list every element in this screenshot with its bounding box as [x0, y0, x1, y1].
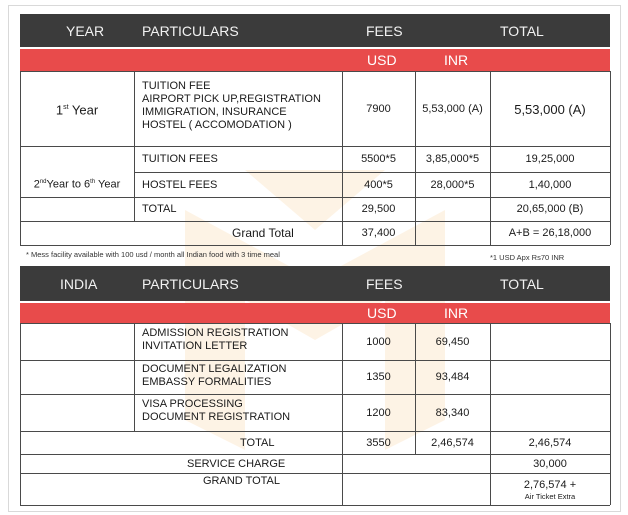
legalization-inr: 93,484 [435, 371, 470, 383]
header-particulars: PARTICULARS [142, 22, 239, 39]
india-grand-total-value: 2,76,574 + Air Ticket Extra [523, 479, 577, 501]
currency-usd: USD [367, 52, 397, 68]
india-row-visa: VISA PROCESSING DOCUMENT REGISTRATION [142, 398, 291, 423]
row1-inr: 5,53,000 (A) [422, 102, 483, 115]
india-total-total: 2,46,574 [528, 436, 572, 449]
air-ticket-note: Air Ticket Extra [524, 492, 576, 501]
tuition-fees-inr: 3,85,000*5 [425, 153, 480, 165]
group2-total-total: 20,65,000 (B) [516, 203, 584, 215]
india-grand-total-label: GRAND TOTAL [203, 474, 281, 487]
table2-currency-bar [20, 303, 610, 323]
service-charge-label: SERVICE CHARGE [187, 457, 286, 470]
grand-total-label: Grand Total [232, 226, 294, 240]
header-total: TOTAL [500, 22, 544, 39]
india-total-usd: 3550 [366, 436, 391, 449]
group2-total-inr [415, 198, 490, 221]
table2-header [20, 266, 610, 301]
india-total-inr: 2,46,574 [431, 436, 474, 449]
hostel-fees-usd: 400*5 [364, 178, 393, 191]
mess-note: * Mess facility available with 100 usd / month all Indian food with 3 time meal [26, 250, 280, 259]
hostel-fees-label: HOSTEL FEES [142, 178, 218, 191]
group2-total-label: TOTAL [142, 203, 177, 215]
header2-total: TOTAL [500, 275, 544, 292]
tuition-fees-total: 19,25,000 [525, 153, 575, 165]
currency2-usd: USD [367, 305, 397, 321]
hostel-fees-total: 1,40,000 [528, 178, 572, 191]
table1-header [20, 14, 610, 47]
tuition-fees-label: TUITION FEES [142, 153, 218, 165]
visa-usd: 1200 [366, 406, 391, 419]
india-total-label: TOTAL [240, 436, 275, 449]
row1-total: 5,53,000 (A) [514, 101, 586, 117]
visa-inr: 83,340 [435, 406, 470, 419]
currency2-inr: INR [444, 305, 469, 321]
legalization-usd: 1350 [366, 371, 391, 383]
admission-usd: 1000 [366, 335, 391, 348]
header-india: INDIA [60, 275, 98, 292]
group2-total-usd: 29,500 [361, 203, 396, 215]
hostel-fees-inr: 28,000*5 [430, 178, 475, 191]
header-fees: FEES [366, 22, 403, 39]
india-row-admission: ADMISSION REGISTRATION INVITATION LETTER [142, 327, 289, 352]
header-year: YEAR [66, 22, 105, 39]
row1-year: 1st Year [55, 102, 99, 118]
group2-year: 2ndYear to 6th Year [33, 178, 121, 191]
tuition-fees-usd: 5500*5 [361, 153, 396, 165]
row1-usd: 7900 [366, 102, 391, 115]
india-row-legalization: DOCUMENT LEGALIZATION EMBASSY FORMALITIES [142, 363, 287, 388]
row1-particulars: TUITION FEE AIRPORT PICK UP,REGISTRATION IMMIGRATION, INSURANCE HOSTEL ( ACCOMODATION ) [142, 80, 321, 131]
currency-inr: INR [444, 52, 469, 68]
service-charge-total: 30,000 [533, 457, 567, 470]
header2-fees: FEES [366, 275, 403, 292]
grand-total-total: A+B = 26,18,000 [508, 227, 592, 239]
table1-currency-bar [20, 49, 610, 71]
grand-total-usd: 37,400 [361, 227, 396, 239]
exchange-rate-note: *1 USD Apx Rs70 INR [490, 253, 565, 262]
header2-particulars: PARTICULARS [142, 275, 239, 292]
admission-inr: 69,450 [435, 335, 470, 348]
